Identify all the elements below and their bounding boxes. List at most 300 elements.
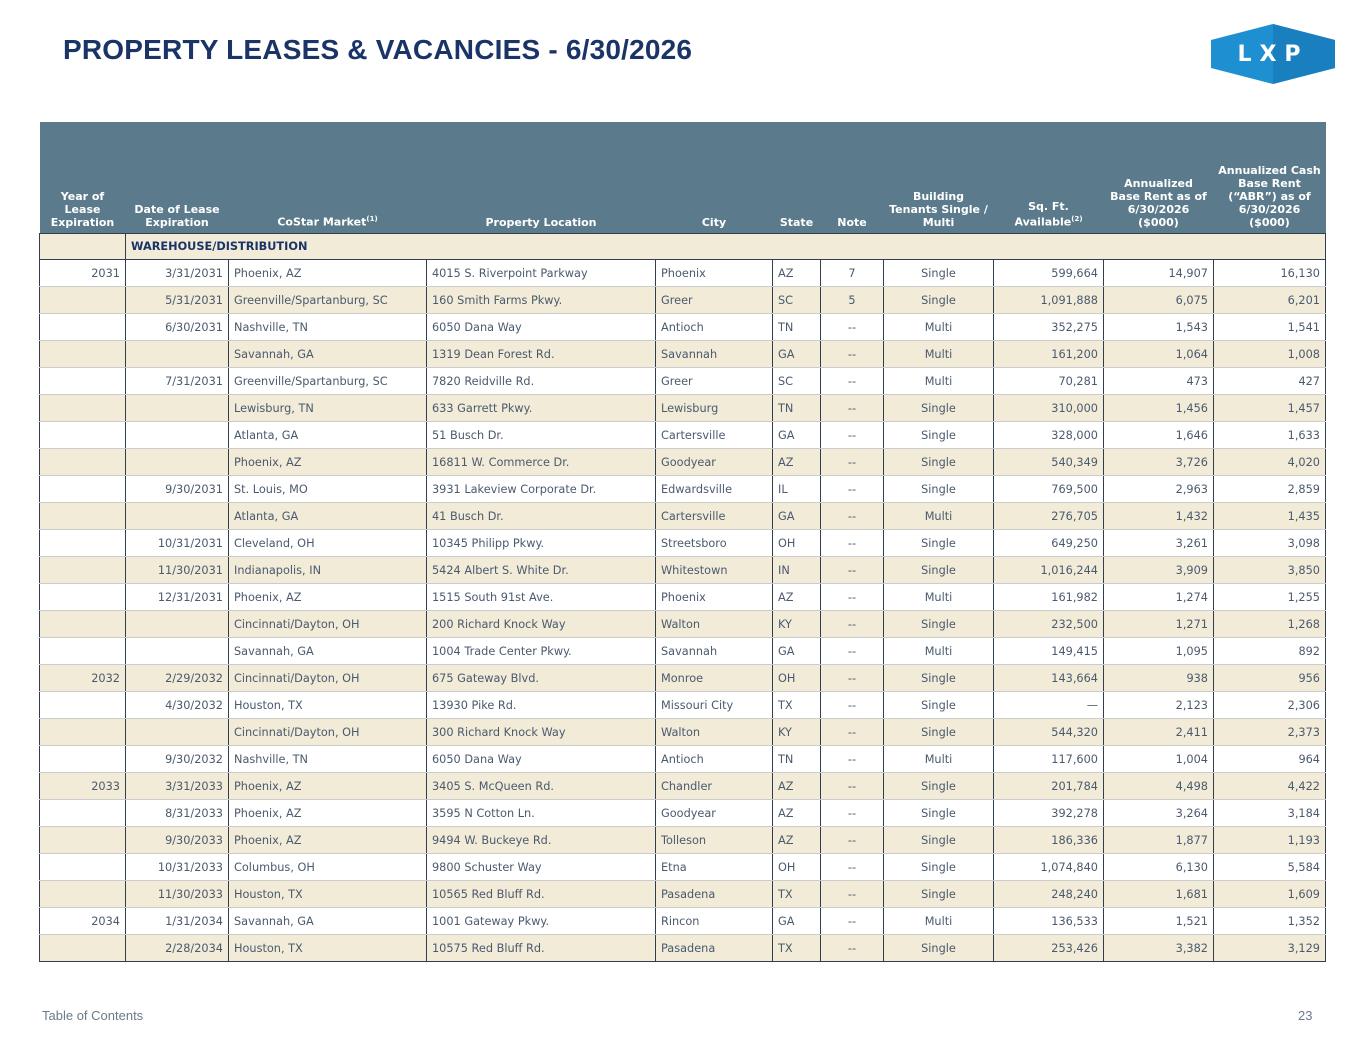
cash-abr-cell: 3,184 — [1214, 800, 1326, 827]
city-cell: Antioch — [656, 746, 773, 773]
year-cell: 2031 — [40, 260, 126, 287]
market-cell: Indianapolis, IN — [229, 557, 427, 584]
sqft-cell: 161,200 — [994, 341, 1104, 368]
sqft-cell: — — [994, 692, 1104, 719]
tenants-cell: Single — [884, 476, 994, 503]
city-cell: Rincon — [656, 908, 773, 935]
note-cell: -- — [821, 719, 884, 746]
note-cell: -- — [821, 935, 884, 962]
tenants-cell: Single — [884, 692, 994, 719]
col-header-date: Date of Lease Expiration — [126, 122, 229, 234]
state-cell: IN — [773, 557, 821, 584]
city-cell: Whitestown — [656, 557, 773, 584]
date-cell: 10/31/2031 — [126, 530, 229, 557]
state-cell: TX — [773, 692, 821, 719]
city-cell: Etna — [656, 854, 773, 881]
location-cell: 200 Richard Knock Way — [427, 611, 656, 638]
cash-abr-cell: 1,541 — [1214, 314, 1326, 341]
location-cell: 160 Smith Farms Pkwy. — [427, 287, 656, 314]
date-cell: 3/31/2031 — [126, 260, 229, 287]
col-header-note: Note — [821, 122, 884, 234]
market-cell: Savannah, GA — [229, 908, 427, 935]
city-cell: Phoenix — [656, 260, 773, 287]
state-cell: GA — [773, 341, 821, 368]
logo-text: LXP — [1237, 42, 1309, 67]
state-cell: TX — [773, 935, 821, 962]
sqft-cell: 276,705 — [994, 503, 1104, 530]
year-cell — [40, 827, 126, 854]
market-cell: Phoenix, AZ — [229, 584, 427, 611]
table-row — [40, 935, 1326, 962]
abr-cell: 1,877 — [1104, 827, 1214, 854]
year-cell — [40, 422, 126, 449]
note-cell: -- — [821, 530, 884, 557]
tenants-cell: Single — [884, 611, 994, 638]
market-cell: Phoenix, AZ — [229, 827, 427, 854]
sqft-cell: 248,240 — [994, 881, 1104, 908]
location-cell: 300 Richard Knock Way — [427, 719, 656, 746]
tenants-cell: Single — [884, 395, 994, 422]
location-cell: 10565 Red Bluff Rd. — [427, 881, 656, 908]
state-cell: TN — [773, 746, 821, 773]
location-cell: 3931 Lakeview Corporate Dr. — [427, 476, 656, 503]
sqft-cell: 310,000 — [994, 395, 1104, 422]
location-cell: 41 Busch Dr. — [427, 503, 656, 530]
date-cell: 4/30/2032 — [126, 692, 229, 719]
table-header-row — [40, 122, 1326, 234]
tenants-cell: Single — [884, 881, 994, 908]
note-cell: -- — [821, 341, 884, 368]
city-cell: Goodyear — [656, 800, 773, 827]
table-row — [40, 773, 1326, 800]
cash-abr-cell: 2,859 — [1214, 476, 1326, 503]
tenants-cell: Multi — [884, 638, 994, 665]
year-cell — [40, 314, 126, 341]
market-cell: Atlanta, GA — [229, 503, 427, 530]
col-header-city: City — [656, 122, 773, 234]
tenants-cell: Multi — [884, 503, 994, 530]
location-cell: 51 Busch Dr. — [427, 422, 656, 449]
note-cell: -- — [821, 476, 884, 503]
year-cell — [40, 719, 126, 746]
date-cell: 12/31/2031 — [126, 584, 229, 611]
tenants-cell: Multi — [884, 584, 994, 611]
tenants-cell: Single — [884, 260, 994, 287]
year-cell — [40, 395, 126, 422]
date-cell: 2/28/2034 — [126, 935, 229, 962]
sqft-cell: 328,000 — [994, 422, 1104, 449]
date-cell: 9/30/2031 — [126, 476, 229, 503]
market-cell: Savannah, GA — [229, 341, 427, 368]
date-cell: 7/31/2031 — [126, 368, 229, 395]
abr-cell: 2,411 — [1104, 719, 1214, 746]
year-cell — [40, 692, 126, 719]
note-cell: -- — [821, 665, 884, 692]
abr-cell: 3,382 — [1104, 935, 1214, 962]
cash-abr-cell: 6,201 — [1214, 287, 1326, 314]
market-cell: Atlanta, GA — [229, 422, 427, 449]
location-cell: 1004 Trade Center Pkwy. — [427, 638, 656, 665]
location-cell: 3405 S. McQueen Rd. — [427, 773, 656, 800]
table-row — [40, 584, 1326, 611]
cash-abr-cell: 3,129 — [1214, 935, 1326, 962]
tenants-cell: Single — [884, 773, 994, 800]
note-cell: 5 — [821, 287, 884, 314]
abr-cell: 1,646 — [1104, 422, 1214, 449]
market-cell: Phoenix, AZ — [229, 773, 427, 800]
tenants-cell: Single — [884, 827, 994, 854]
col-header-market: CoStar Market$^{(1)}$ — [229, 122, 427, 234]
state-cell: AZ — [773, 800, 821, 827]
tenants-cell: Single — [884, 287, 994, 314]
abr-cell: 3,726 — [1104, 449, 1214, 476]
date-cell: 3/31/2033 — [126, 773, 229, 800]
city-cell: Goodyear — [656, 449, 773, 476]
date-cell: 5/31/2031 — [126, 287, 229, 314]
cash-abr-cell: 964 — [1214, 746, 1326, 773]
date-cell — [126, 449, 229, 476]
date-cell — [126, 638, 229, 665]
sqft-cell: 201,784 — [994, 773, 1104, 800]
sqft-cell: 544,320 — [994, 719, 1104, 746]
sqft-cell: 253,426 — [994, 935, 1104, 962]
note-cell: -- — [821, 773, 884, 800]
city-cell: Antioch — [656, 314, 773, 341]
location-cell: 13930 Pike Rd. — [427, 692, 656, 719]
col-header-state: State — [773, 122, 821, 234]
abr-cell: 1,271 — [1104, 611, 1214, 638]
note-cell: -- — [821, 908, 884, 935]
note-cell: -- — [821, 692, 884, 719]
abr-cell: 1,095 — [1104, 638, 1214, 665]
table-row — [40, 395, 1326, 422]
state-cell: GA — [773, 638, 821, 665]
abr-cell: 1,064 — [1104, 341, 1214, 368]
tenants-cell: Single — [884, 854, 994, 881]
tenants-cell: Multi — [884, 368, 994, 395]
sqft-cell: 392,278 — [994, 800, 1104, 827]
city-cell: Edwardsville — [656, 476, 773, 503]
state-cell: SC — [773, 287, 821, 314]
city-cell: Lewisburg — [656, 395, 773, 422]
table-row — [40, 692, 1326, 719]
year-cell — [40, 854, 126, 881]
page-number: 23 — [1298, 1008, 1313, 1023]
table-row — [40, 800, 1326, 827]
year-cell: 2033 — [40, 773, 126, 800]
city-cell: Pasadena — [656, 935, 773, 962]
tenants-cell: Single — [884, 800, 994, 827]
tenants-cell: Single — [884, 422, 994, 449]
date-cell: 8/31/2033 — [126, 800, 229, 827]
sqft-cell: 117,600 — [994, 746, 1104, 773]
note-cell: -- — [821, 368, 884, 395]
city-cell: Chandler — [656, 773, 773, 800]
table-row — [40, 422, 1326, 449]
cash-abr-cell: 1,435 — [1214, 503, 1326, 530]
cash-abr-cell: 956 — [1214, 665, 1326, 692]
abr-cell: 473 — [1104, 368, 1214, 395]
sqft-cell: 649,250 — [994, 530, 1104, 557]
location-cell: 675 Gateway Blvd. — [427, 665, 656, 692]
cash-abr-cell: 1,352 — [1214, 908, 1326, 935]
note-cell: -- — [821, 557, 884, 584]
state-cell: AZ — [773, 773, 821, 800]
market-cell: Phoenix, AZ — [229, 449, 427, 476]
tenants-cell: Single — [884, 665, 994, 692]
city-cell: Pasadena — [656, 881, 773, 908]
year-cell — [40, 800, 126, 827]
city-cell: Walton — [656, 719, 773, 746]
col-header-location: Property Location — [427, 122, 656, 234]
location-cell: 1515 South 91st Ave. — [427, 584, 656, 611]
year-cell — [40, 341, 126, 368]
location-cell: 1001 Gateway Pkwy. — [427, 908, 656, 935]
section-row — [40, 234, 1326, 260]
sqft-cell: 136,533 — [994, 908, 1104, 935]
cash-abr-cell: 3,850 — [1214, 557, 1326, 584]
date-cell — [126, 422, 229, 449]
state-cell: OH — [773, 530, 821, 557]
table-of-contents-link[interactable]: Table of Contents — [42, 1008, 144, 1023]
col-header-year: Year of Lease Expiration — [40, 122, 126, 234]
year-cell — [40, 746, 126, 773]
note-cell: -- — [821, 449, 884, 476]
sqft-cell: 149,415 — [994, 638, 1104, 665]
market-cell: Lewisburg, TN — [229, 395, 427, 422]
leases-table — [39, 122, 1326, 962]
abr-cell: 2,963 — [1104, 476, 1214, 503]
date-cell: 11/30/2033 — [126, 881, 229, 908]
market-cell: Houston, TX — [229, 692, 427, 719]
market-cell: Greenville/Spartanburg, SC — [229, 368, 427, 395]
location-cell: 4015 S. Riverpoint Parkway — [427, 260, 656, 287]
sqft-cell: 161,982 — [994, 584, 1104, 611]
city-cell: Cartersville — [656, 422, 773, 449]
abr-cell: 3,261 — [1104, 530, 1214, 557]
state-cell: OH — [773, 854, 821, 881]
market-cell: Cincinnati/Dayton, OH — [229, 719, 427, 746]
location-cell: 10345 Philipp Pkwy. — [427, 530, 656, 557]
date-cell — [126, 341, 229, 368]
cash-abr-cell: 3,098 — [1214, 530, 1326, 557]
date-cell: 10/31/2033 — [126, 854, 229, 881]
leases-table-container — [39, 122, 1325, 962]
col-header-abr: Annualized Base Rent as of 6/30/2026 ($000) — [1104, 122, 1214, 234]
sqft-cell: 232,500 — [994, 611, 1104, 638]
state-cell: IL — [773, 476, 821, 503]
cash-abr-cell: 16,130 — [1214, 260, 1326, 287]
state-cell: KY — [773, 719, 821, 746]
page-title: PROPERTY LEASES & VACANCIES - 6/30/2026 — [63, 34, 693, 65]
table-row — [40, 638, 1326, 665]
cash-abr-cell: 4,422 — [1214, 773, 1326, 800]
date-cell: 9/30/2033 — [126, 827, 229, 854]
state-cell: GA — [773, 908, 821, 935]
sqft-cell: 599,664 — [994, 260, 1104, 287]
market-cell: Columbus, OH — [229, 854, 427, 881]
location-cell: 5424 Albert S. White Dr. — [427, 557, 656, 584]
cash-abr-cell: 2,306 — [1214, 692, 1326, 719]
abr-cell: 1,543 — [1104, 314, 1214, 341]
note-cell: -- — [821, 314, 884, 341]
abr-cell: 1,432 — [1104, 503, 1214, 530]
location-cell: 6050 Dana Way — [427, 746, 656, 773]
state-cell: OH — [773, 665, 821, 692]
tenants-cell: Multi — [884, 908, 994, 935]
note-cell: -- — [821, 881, 884, 908]
location-cell: 7820 Reidville Rd. — [427, 368, 656, 395]
city-cell: Phoenix — [656, 584, 773, 611]
tenants-cell: Multi — [884, 746, 994, 773]
date-cell — [126, 395, 229, 422]
cash-abr-cell: 1,457 — [1214, 395, 1326, 422]
cash-abr-cell: 1,255 — [1214, 584, 1326, 611]
table-row — [40, 854, 1326, 881]
city-cell: Walton — [656, 611, 773, 638]
state-cell: AZ — [773, 584, 821, 611]
location-cell: 16811 W. Commerce Dr. — [427, 449, 656, 476]
sqft-cell: 70,281 — [994, 368, 1104, 395]
sqft-cell: 352,275 — [994, 314, 1104, 341]
date-cell — [126, 611, 229, 638]
market-cell: Savannah, GA — [229, 638, 427, 665]
table-row — [40, 611, 1326, 638]
cash-abr-cell: 1,008 — [1214, 341, 1326, 368]
cash-abr-cell: 1,609 — [1214, 881, 1326, 908]
city-cell: Streetsboro — [656, 530, 773, 557]
col-header-cash-abr: Annualized Cash Base Rent (“ABR”) as of 6/30/2026 ($000) — [1214, 122, 1326, 234]
tenants-cell: Single — [884, 719, 994, 746]
year-cell — [40, 881, 126, 908]
table-row — [40, 260, 1326, 287]
market-cell: Cincinnati/Dayton, OH — [229, 665, 427, 692]
note-cell: -- — [821, 395, 884, 422]
section-label: WAREHOUSE/DISTRIBUTION — [126, 234, 1326, 260]
note-cell: -- — [821, 638, 884, 665]
note-cell: -- — [821, 827, 884, 854]
tenants-cell: Multi — [884, 341, 994, 368]
state-cell: TN — [773, 395, 821, 422]
col-header-tenants: Building Tenants Single / Multi — [884, 122, 994, 234]
state-cell: TX — [773, 881, 821, 908]
note-cell: -- — [821, 611, 884, 638]
date-cell — [126, 719, 229, 746]
note-cell: -- — [821, 746, 884, 773]
state-cell: AZ — [773, 827, 821, 854]
market-cell: Cleveland, OH — [229, 530, 427, 557]
abr-cell: 3,264 — [1104, 800, 1214, 827]
date-cell — [126, 503, 229, 530]
abr-cell: 4,498 — [1104, 773, 1214, 800]
note-cell: -- — [821, 584, 884, 611]
lxp-logo — [1211, 24, 1335, 84]
state-cell: GA — [773, 422, 821, 449]
sqft-cell: 540,349 — [994, 449, 1104, 476]
city-cell: Cartersville — [656, 503, 773, 530]
location-cell: 3595 N Cotton Ln. — [427, 800, 656, 827]
cash-abr-cell: 5,584 — [1214, 854, 1326, 881]
abr-cell: 3,909 — [1104, 557, 1214, 584]
tenants-cell: Multi — [884, 314, 994, 341]
market-cell: St. Louis, MO — [229, 476, 427, 503]
tenants-cell: Single — [884, 935, 994, 962]
year-cell: 2032 — [40, 665, 126, 692]
year-cell — [40, 449, 126, 476]
city-cell: Monroe — [656, 665, 773, 692]
city-cell: Greer — [656, 287, 773, 314]
date-cell: 1/31/2034 — [126, 908, 229, 935]
state-cell: KY — [773, 611, 821, 638]
note-cell: -- — [821, 422, 884, 449]
note-cell: -- — [821, 503, 884, 530]
table-row — [40, 557, 1326, 584]
sqft-cell: 143,664 — [994, 665, 1104, 692]
cash-abr-cell: 892 — [1214, 638, 1326, 665]
market-cell: Nashville, TN — [229, 746, 427, 773]
cash-abr-cell: 1,268 — [1214, 611, 1326, 638]
market-cell: Nashville, TN — [229, 314, 427, 341]
tenants-cell: Single — [884, 449, 994, 476]
note-cell: -- — [821, 800, 884, 827]
abr-cell: 1,681 — [1104, 881, 1214, 908]
state-cell: AZ — [773, 449, 821, 476]
location-cell: 10575 Red Bluff Rd. — [427, 935, 656, 962]
sqft-cell: 1,091,888 — [994, 287, 1104, 314]
table-row — [40, 746, 1326, 773]
date-cell: 2/29/2032 — [126, 665, 229, 692]
table-row — [40, 476, 1326, 503]
tenants-cell: Single — [884, 557, 994, 584]
sqft-cell: 1,016,244 — [994, 557, 1104, 584]
state-cell: GA — [773, 503, 821, 530]
table-row — [40, 665, 1326, 692]
location-cell: 9494 W. Buckeye Rd. — [427, 827, 656, 854]
cash-abr-cell: 4,020 — [1214, 449, 1326, 476]
year-cell — [40, 935, 126, 962]
year-cell — [40, 503, 126, 530]
table-row — [40, 449, 1326, 476]
year-cell — [40, 287, 126, 314]
location-cell: 6050 Dana Way — [427, 314, 656, 341]
city-cell: Greer — [656, 368, 773, 395]
abr-cell: 1,274 — [1104, 584, 1214, 611]
table-row — [40, 503, 1326, 530]
cash-abr-cell: 427 — [1214, 368, 1326, 395]
city-cell: Tolleson — [656, 827, 773, 854]
location-cell: 1319 Dean Forest Rd. — [427, 341, 656, 368]
location-cell: 633 Garrett Pkwy. — [427, 395, 656, 422]
abr-cell: 2,123 — [1104, 692, 1214, 719]
market-cell: Greenville/Spartanburg, SC — [229, 287, 427, 314]
date-cell: 11/30/2031 — [126, 557, 229, 584]
col-header-sqft: Sq. Ft. Available$^{(2)}$ — [994, 122, 1104, 234]
state-cell: SC — [773, 368, 821, 395]
sqft-cell: 1,074,840 — [994, 854, 1104, 881]
abr-cell: 938 — [1104, 665, 1214, 692]
city-cell: Savannah — [656, 638, 773, 665]
table-row — [40, 341, 1326, 368]
year-cell — [40, 611, 126, 638]
table-row — [40, 908, 1326, 935]
abr-cell: 6,130 — [1104, 854, 1214, 881]
table-row — [40, 314, 1326, 341]
abr-cell: 1,004 — [1104, 746, 1214, 773]
cash-abr-cell: 2,373 — [1214, 719, 1326, 746]
city-cell: Savannah — [656, 341, 773, 368]
state-cell: AZ — [773, 260, 821, 287]
abr-cell: 1,521 — [1104, 908, 1214, 935]
